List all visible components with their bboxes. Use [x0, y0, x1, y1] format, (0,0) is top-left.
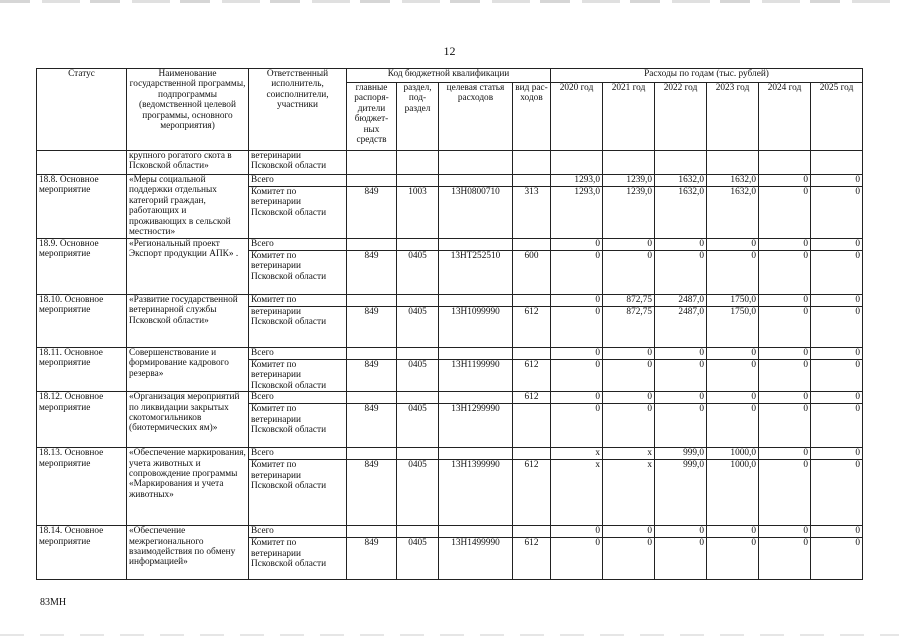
expense-type	[513, 348, 551, 360]
item-name: «Организация мероприятий по ликвидации закрытых скотомогильников (биотермических ям)»	[127, 392, 249, 448]
executor-cell: ветеринарии Псковской области	[249, 307, 347, 348]
target-code: 13Н1399990	[439, 460, 513, 526]
grbs-code	[347, 175, 397, 187]
year-value-2021: 1239,0	[603, 175, 655, 187]
header-year-2020: 2020 год	[551, 83, 603, 151]
executor-cell: Всего	[249, 392, 347, 404]
year-value-2021: 872,75	[603, 295, 655, 307]
grbs-code	[347, 448, 397, 460]
scan-edge-bottom	[0, 634, 899, 636]
year-value-2025: 0	[811, 404, 863, 448]
expense-type	[513, 448, 551, 460]
section-code: 0405	[397, 251, 439, 295]
target-code: 13Н1299990	[439, 404, 513, 448]
target-code	[439, 348, 513, 360]
year-value-2024: 0	[759, 307, 811, 348]
year-value-2022: 2487,0	[655, 307, 707, 348]
target-code	[439, 175, 513, 187]
year-value-2020: 1293,0	[551, 175, 603, 187]
section-code	[397, 392, 439, 404]
year-value-2022: 999,0	[655, 448, 707, 460]
year-value-2024: 0	[759, 392, 811, 404]
header-year-2023: 2023 год	[707, 83, 759, 151]
grbs-code: 849	[347, 360, 397, 392]
year-value-2022: 1632,0	[655, 175, 707, 187]
year-value-2020: 0	[551, 360, 603, 392]
year-value-2021: 0	[603, 392, 655, 404]
item-name: «Развитие государственной ветеринарной службы Псковской области»	[127, 295, 249, 348]
header-year-2025: 2025 год	[811, 83, 863, 151]
continuation-executor: ветеринарии Псковской области	[249, 151, 347, 175]
year-value-2022: 999,0	[655, 460, 707, 526]
grbs-code: 849	[347, 538, 397, 580]
expense-type	[513, 404, 551, 448]
expense-type	[513, 175, 551, 187]
item-name: «Обеспечение межрегионального взаимодействия по обмену информацией»	[127, 526, 249, 580]
grbs-code	[347, 526, 397, 538]
item-status: 18.10. Основное мероприятие	[37, 295, 127, 348]
item-status: 18.14. Основное мероприятие	[37, 526, 127, 580]
header-section: раздел, под-раздел	[397, 83, 439, 151]
year-value-2025: 0	[811, 460, 863, 526]
year-value-2024: 0	[759, 295, 811, 307]
year-value-2023: 0	[707, 404, 759, 448]
year-value-2020: x	[551, 448, 603, 460]
year-value-2020: 0	[551, 239, 603, 251]
grbs-code: 849	[347, 404, 397, 448]
expense-type	[513, 295, 551, 307]
year-value-2021: 0	[603, 404, 655, 448]
year-value-2021: 872,75	[603, 307, 655, 348]
section-code	[397, 348, 439, 360]
executor-cell: Комитет по	[249, 295, 347, 307]
expense-type: 612	[513, 392, 551, 404]
table-row	[37, 348, 863, 360]
year-value-2024: 0	[759, 187, 811, 239]
year-value-2023: 0	[707, 526, 759, 538]
header-expenses: Расходы по годам (тыс. рублей)	[551, 69, 863, 83]
year-value-2024: 0	[759, 538, 811, 580]
year-value-2022: 0	[655, 404, 707, 448]
year-value-2023: 0	[707, 348, 759, 360]
year-value-2021: x	[603, 448, 655, 460]
item-status: 18.11. Основное мероприятие	[37, 348, 127, 392]
year-value-2021: 0	[603, 251, 655, 295]
year-value-2025: 0	[811, 295, 863, 307]
year-value-2023: 0	[707, 538, 759, 580]
year-value-2023: 1000,0	[707, 448, 759, 460]
year-value-2024: 0	[759, 448, 811, 460]
item-name: Совершенствование и формирование кадрового резерва»	[127, 348, 249, 392]
year-value-2023: 0	[707, 392, 759, 404]
year-value-2020: 0	[551, 348, 603, 360]
target-code: 13Н1199990	[439, 360, 513, 392]
header-budget-code: Код бюджетной квалификации	[347, 69, 551, 83]
year-value-2022: 0	[655, 538, 707, 580]
year-value-2023: 1632,0	[707, 175, 759, 187]
year-value-2022: 0	[655, 360, 707, 392]
year-value-2022: 2487,0	[655, 295, 707, 307]
section-code: 0405	[397, 404, 439, 448]
expense-type: 612	[513, 360, 551, 392]
year-value-2024: 0	[759, 526, 811, 538]
target-code	[439, 526, 513, 538]
year-value-2022: 0	[655, 251, 707, 295]
year-value-2021: x	[603, 460, 655, 526]
target-code	[439, 295, 513, 307]
section-code: 0405	[397, 538, 439, 580]
expense-type: 600	[513, 251, 551, 295]
grbs-code	[347, 239, 397, 251]
year-value-2023: 1750,0	[707, 295, 759, 307]
year-value-2023: 0	[707, 360, 759, 392]
executor-cell: Комитет по ветеринарии Псковской области	[249, 187, 347, 239]
year-value-2020: 0	[551, 251, 603, 295]
year-value-2023: 1632,0	[707, 187, 759, 239]
table-row	[37, 239, 863, 251]
year-value-2022: 0	[655, 348, 707, 360]
year-value-2025: 0	[811, 239, 863, 251]
expense-type: 612	[513, 538, 551, 580]
year-value-2020: 0	[551, 538, 603, 580]
year-value-2025: 0	[811, 538, 863, 580]
header-year-2024: 2024 год	[759, 83, 811, 151]
header-program-name: Наименование государственной программы, подпрограммы (ведомственной целевой программы, основного мероприятия)	[127, 69, 249, 151]
executor-cell: Комитет по ветеринарии Псковской области	[249, 404, 347, 448]
item-name: «Региональный проект Экспорт продукции АПК» .	[127, 239, 249, 295]
grbs-code	[347, 295, 397, 307]
table-row	[37, 526, 863, 538]
year-value-2025: 0	[811, 392, 863, 404]
year-value-2025: 0	[811, 348, 863, 360]
year-value-2020: 1293,0	[551, 187, 603, 239]
year-value-2025: 0	[811, 526, 863, 538]
scan-edge-top	[0, 0, 899, 3]
year-value-2022: 0	[655, 526, 707, 538]
item-status: 18.9. Основное мероприятие	[37, 239, 127, 295]
expense-type: 612	[513, 307, 551, 348]
year-value-2024: 0	[759, 404, 811, 448]
year-value-2025: 0	[811, 360, 863, 392]
year-value-2021: 0	[603, 538, 655, 580]
year-value-2020: 0	[551, 404, 603, 448]
year-value-2024: 0	[759, 460, 811, 526]
year-value-2025: 0	[811, 187, 863, 239]
year-value-2025: 0	[811, 175, 863, 187]
target-code	[439, 448, 513, 460]
executor-cell: Всего	[249, 526, 347, 538]
executor-cell: Комитет по ветеринарии Псковской области	[249, 460, 347, 526]
page-number: 12	[443, 44, 456, 58]
target-code: 13НТ252510	[439, 251, 513, 295]
table-row	[37, 175, 863, 187]
executor-cell: Всего	[249, 175, 347, 187]
item-name: «Меры социальной поддержки отдельных категорий граждан, работающих и проживающих в сельской местности»	[127, 175, 249, 239]
header-year-2021: 2021 год	[603, 83, 655, 151]
year-value-2024: 0	[759, 251, 811, 295]
expense-type: 313	[513, 187, 551, 239]
year-value-2023: 0	[707, 239, 759, 251]
header-type: вид рас-ходов	[513, 83, 551, 151]
table-row	[37, 295, 863, 307]
year-value-2022: 0	[655, 392, 707, 404]
section-code	[397, 239, 439, 251]
year-value-2020: x	[551, 460, 603, 526]
target-code	[439, 239, 513, 251]
header-target: целевая статья расходов	[439, 83, 513, 151]
year-value-2020: 0	[551, 307, 603, 348]
year-value-2023: 1000,0	[707, 460, 759, 526]
section-code: 0405	[397, 360, 439, 392]
section-code	[397, 175, 439, 187]
grbs-code: 849	[347, 187, 397, 239]
continuation-row	[37, 151, 863, 175]
year-value-2020: 0	[551, 295, 603, 307]
item-status: 18.8. Основное мероприятие	[37, 175, 127, 239]
year-value-2024: 0	[759, 348, 811, 360]
target-code: 13Н1099990	[439, 307, 513, 348]
grbs-code: 849	[347, 307, 397, 348]
header-grbs: главные распоря-дители бюджет-ных средств	[347, 83, 397, 151]
expense-type	[513, 239, 551, 251]
header-year-2022: 2022 год	[655, 83, 707, 151]
year-value-2023: 1750,0	[707, 307, 759, 348]
section-code	[397, 295, 439, 307]
year-value-2020: 0	[551, 392, 603, 404]
section-code	[397, 448, 439, 460]
header-status: Статус	[37, 69, 127, 151]
year-value-2022: 1632,0	[655, 187, 707, 239]
year-value-2021: 0	[603, 360, 655, 392]
table-row	[37, 448, 863, 460]
year-value-2024: 0	[759, 239, 811, 251]
expense-type: 612	[513, 460, 551, 526]
target-code: 13Н1499990	[439, 538, 513, 580]
year-value-2025: 0	[811, 251, 863, 295]
year-value-2023: 0	[707, 251, 759, 295]
grbs-code: 849	[347, 251, 397, 295]
year-value-2024: 0	[759, 360, 811, 392]
budget-table	[36, 68, 863, 580]
section-code	[397, 526, 439, 538]
item-status: 18.13. Основное мероприятие	[37, 448, 127, 526]
grbs-code	[347, 392, 397, 404]
executor-cell: Всего	[249, 348, 347, 360]
section-code: 0405	[397, 460, 439, 526]
section-code: 1003	[397, 187, 439, 239]
year-value-2022: 0	[655, 239, 707, 251]
year-value-2021: 0	[603, 526, 655, 538]
continuation-name: крупного рогатого скота в Псковской области»	[127, 151, 249, 175]
table-row	[37, 392, 863, 404]
item-status: 18.12. Основное мероприятие	[37, 392, 127, 448]
year-value-2021: 0	[603, 348, 655, 360]
grbs-code	[347, 348, 397, 360]
expense-type	[513, 526, 551, 538]
executor-cell: Комитет по ветеринарии Псковской области	[249, 360, 347, 392]
executor-cell: Комитет по ветеринарии Псковской области	[249, 251, 347, 295]
continuation-status	[37, 151, 127, 175]
executor-cell: Комитет по ветеринарии Псковской области	[249, 538, 347, 580]
year-value-2025: 0	[811, 448, 863, 460]
year-value-2025: 0	[811, 307, 863, 348]
year-value-2024: 0	[759, 175, 811, 187]
executor-cell: Всего	[249, 239, 347, 251]
grbs-code: 849	[347, 460, 397, 526]
executor-cell: Всего	[249, 448, 347, 460]
target-code: 13Н0800710	[439, 187, 513, 239]
year-value-2021: 0	[603, 239, 655, 251]
target-code	[439, 392, 513, 404]
header-executor: Ответственный исполнитель, соисполнители, участники	[249, 69, 347, 151]
section-code: 0405	[397, 307, 439, 348]
year-value-2020: 0	[551, 526, 603, 538]
year-value-2021: 1239,0	[603, 187, 655, 239]
footer-code: 83МН	[40, 597, 67, 608]
item-name: «Обеспечение маркирования, учета животных и сопровождение программы «Маркирования и учета животных»	[127, 448, 249, 526]
